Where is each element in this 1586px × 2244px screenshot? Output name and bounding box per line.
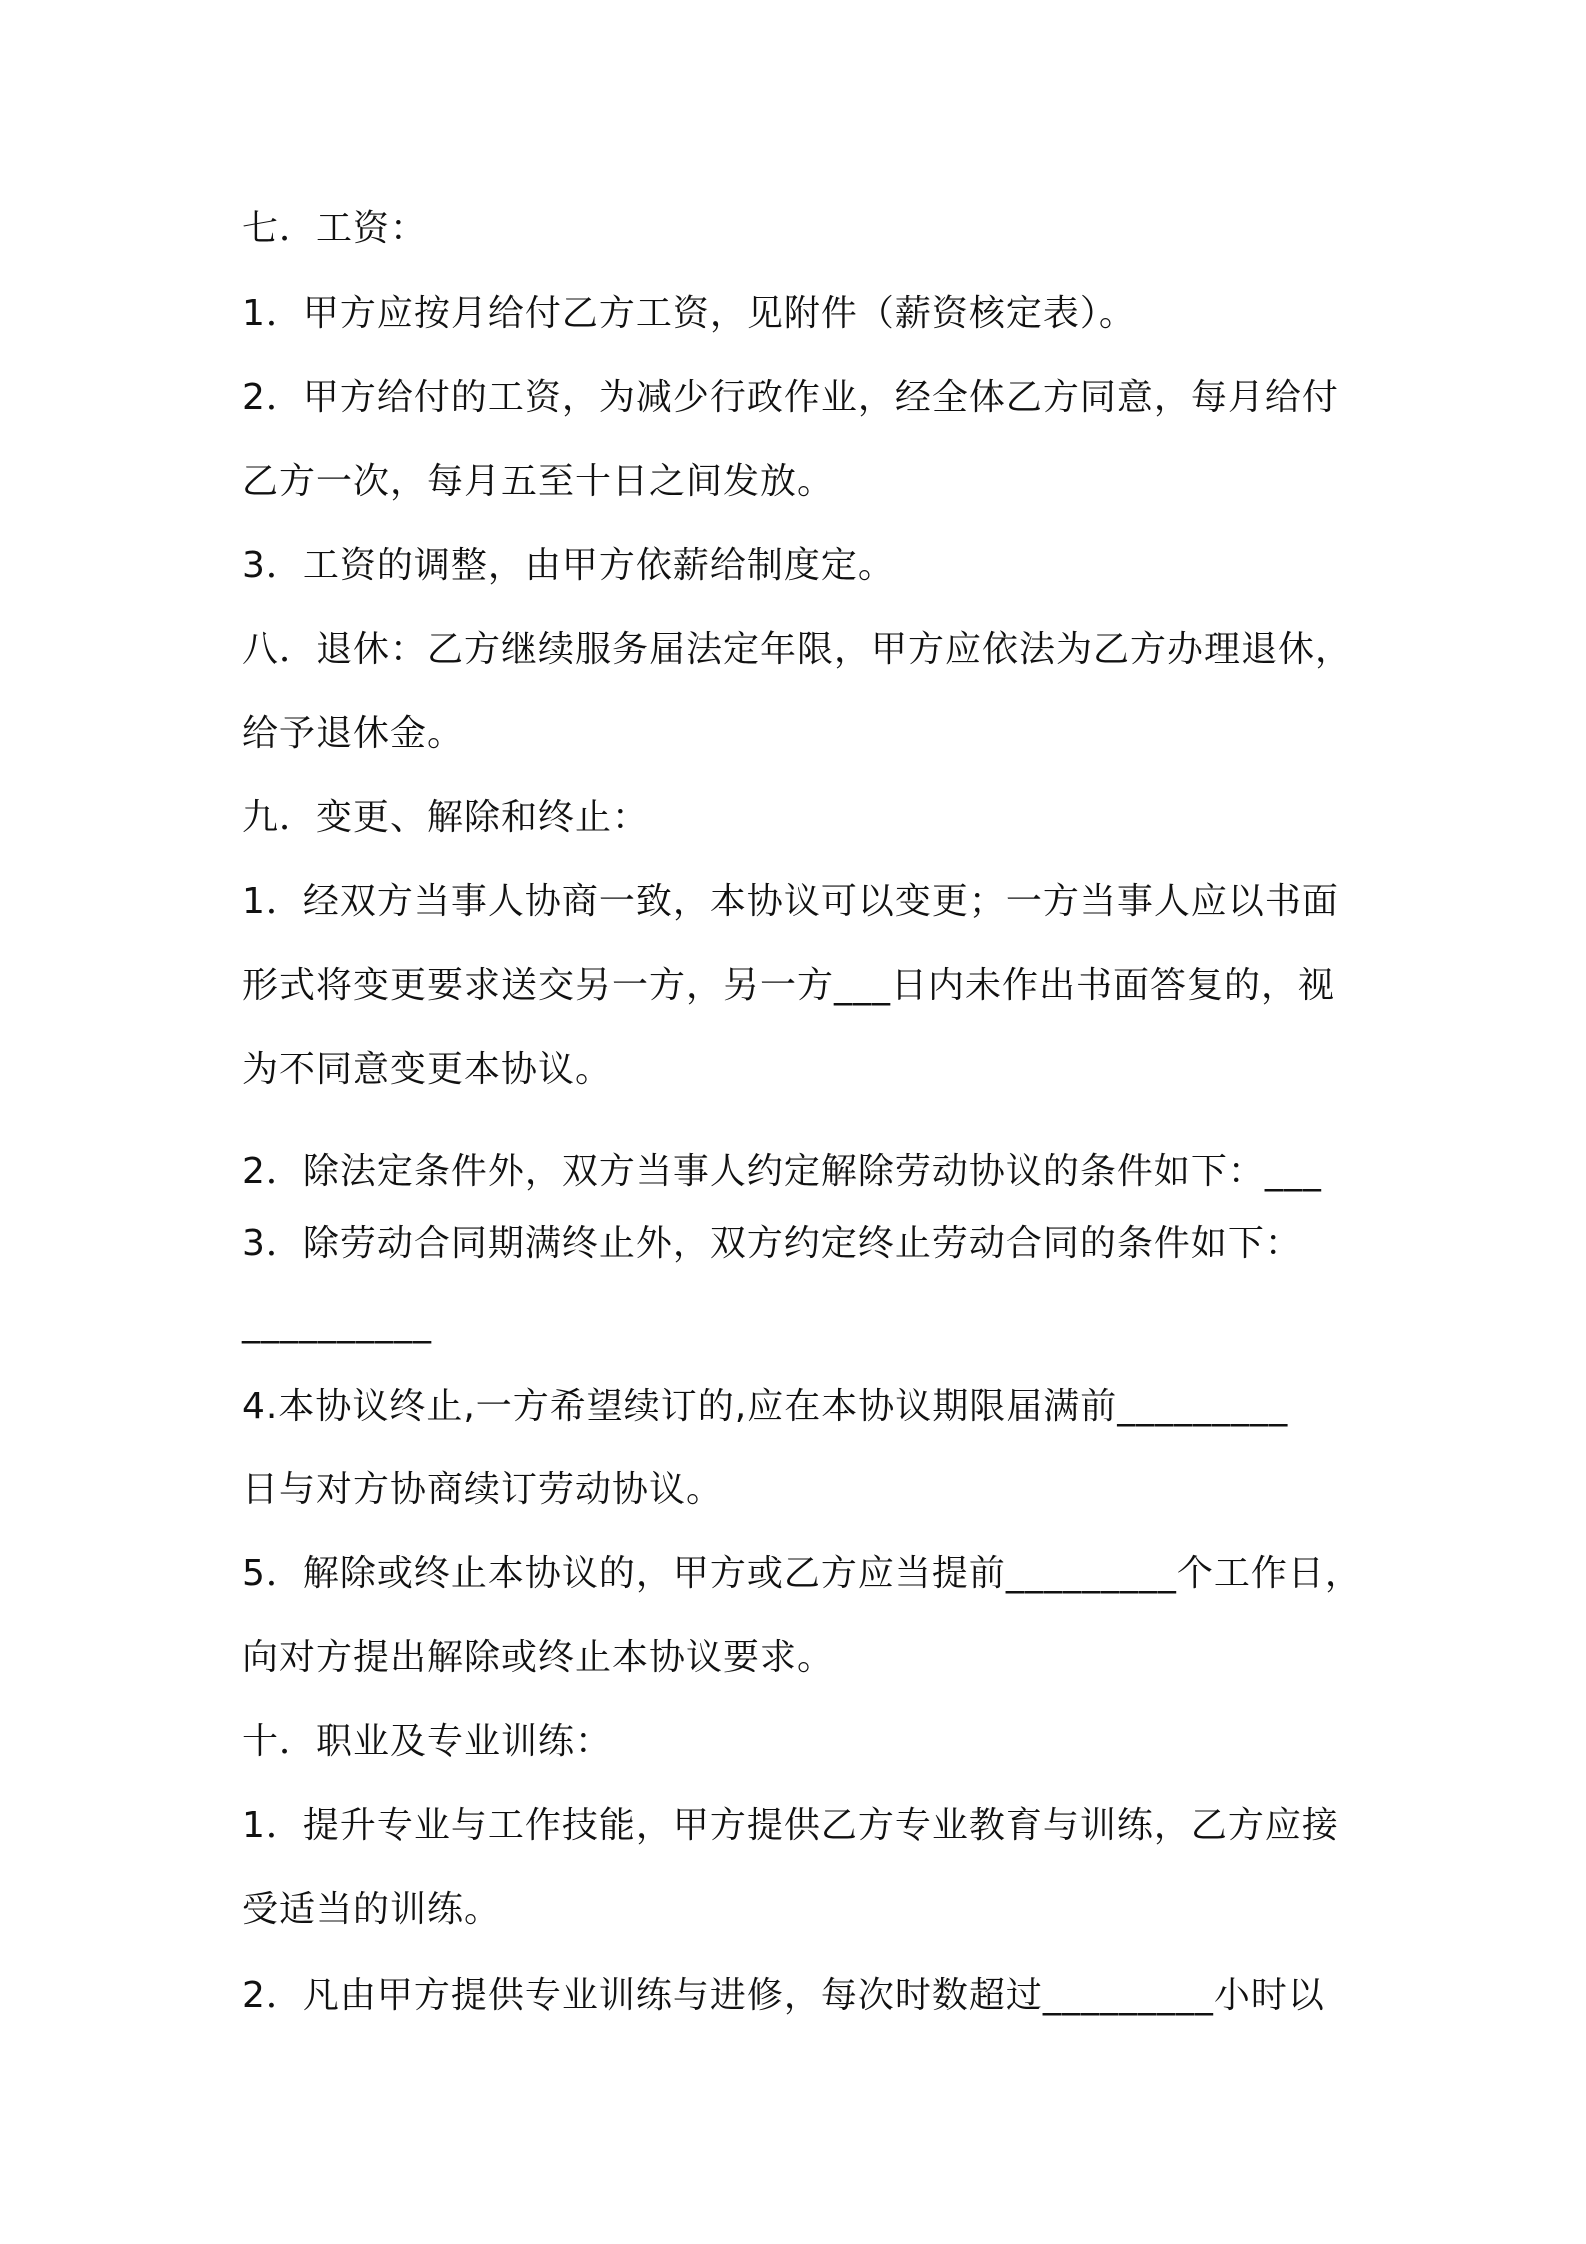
paragraph-line: 2．甲方给付的工资，为减少行政作业，经全体乙方同意，每月给付 (242, 377, 1339, 418)
fill-in-blank-line: __________ (242, 1303, 432, 1344)
paragraph-line: 1．提升专业与工作技能，甲方提供乙方专业教育与训练，乙方应接 (242, 1805, 1339, 1846)
paragraph-line: 给予退休金。 (242, 713, 465, 754)
section-heading-retirement: 八．退休：乙方继续服务届法定年限，甲方应依法为乙方办理退休， (242, 629, 1353, 670)
paragraph-line: 日与对方协商续订劳动协议。 (242, 1469, 724, 1510)
paragraph-line: 受适当的训练。 (242, 1889, 502, 1930)
section-heading-wages: 七．工资： (242, 208, 428, 249)
paragraph-line: 向对方提出解除或终止本协议要求。 (242, 1637, 835, 1678)
section-heading-changes: 九．变更、解除和终止： (242, 797, 650, 838)
paragraph-line: 形式将变更要求送交另一方，另一方___日内未作出书面答复的，视 (242, 965, 1336, 1006)
paragraph-line: 1．甲方应按月给付乙方工资，见附件（薪资核定表）。 (242, 293, 1136, 334)
paragraph-line: 4.本协议终止,一方希望续订的,应在本协议期限届满前_________ (242, 1386, 1289, 1427)
paragraph-line: 乙方一次，每月五至十日之间发放。 (242, 461, 835, 502)
paragraph-line: 1．经双方当事人协商一致，本协议可以变更；一方当事人应以书面 (242, 881, 1339, 922)
paragraph-line: 3．除劳动合同期满终止外，双方约定终止劳动合同的条件如下： (242, 1223, 1302, 1264)
paragraph-line: 2．除法定条件外，双方当事人约定解除劳动协议的条件如下：___ (242, 1151, 1322, 1192)
paragraph-line: 5．解除或终止本协议的，甲方或乙方应当提前_________个工作日， (242, 1553, 1362, 1594)
section-heading-training: 十．职业及专业训练： (242, 1721, 613, 1762)
paragraph-line: 3．工资的调整，由甲方依薪给制度定。 (242, 545, 895, 586)
paragraph-line: 2．凡由甲方提供专业训练与进修，每次时数超过_________小时以 (242, 1975, 1325, 2016)
paragraph-line: 为不同意变更本协议。 (242, 1049, 613, 1090)
